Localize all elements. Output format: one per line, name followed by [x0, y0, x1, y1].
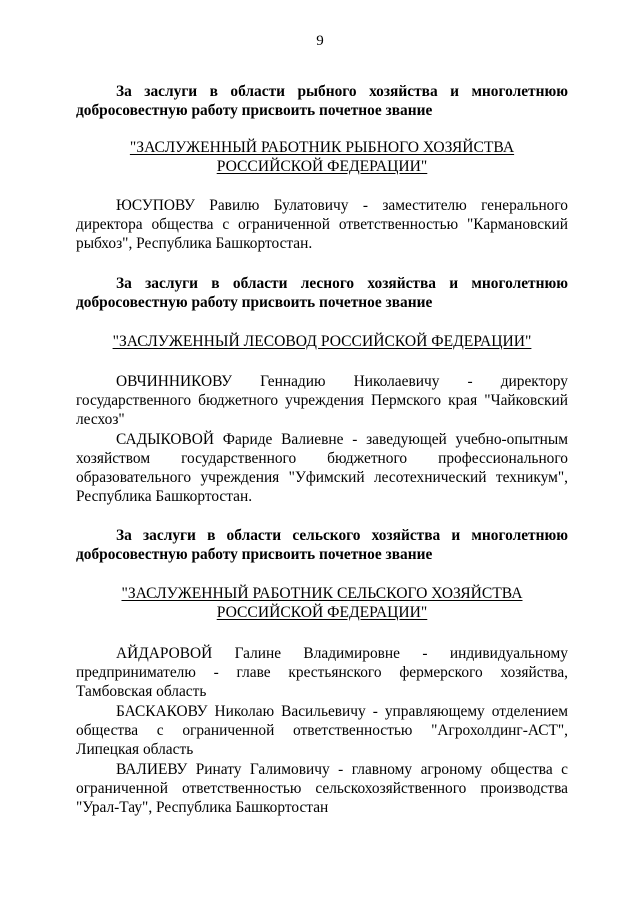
decree-forestry: За заслуги в области лесного хозяйства и многолетнюю добросовестную работу присвоить почетное звание [76, 275, 568, 311]
title-line: "ЗАСЛУЖЕННЫЙ ЛЕСОВОД РОССИЙСКОЙ ФЕДЕРАЦИИ" [112, 333, 532, 350]
decree-fishery: За заслуги в области рыбного хозяйства и многолетнюю добросовестную работу присвоить почетное звание [76, 83, 568, 119]
page-number: 9 [316, 33, 324, 49]
title-fishery [76, 138, 568, 176]
entry-sadykova: САДЫКОВОЙ Фариде Валиевне - заведующей учебно-опытным хозяйством государственного бюджетного профессионального образовательного учреждения "Уфимский лесотехнический техникум", Республика Башкортостан. [76, 431, 568, 505]
title-line: РОССИЙСКОЙ ФЕДЕРАЦИИ" [216, 158, 428, 175]
entry-yusupov: ЮСУПОВУ Равилю Булатовичу - заместителю генерального директора общества с ограниченной ответственностью "Кармановский рыбхоз", Республика Башкортостан. [76, 197, 568, 252]
title-line: "ЗАСЛУЖЕННЫЙ РАБОТНИК СЕЛЬСКОГО ХОЗЯЙСТВА [121, 585, 523, 602]
entry-aidarova: АЙДАРОВОЙ Галине Владимировне - индивидуальному предпринимателю - главе крестьянского фермерского хозяйства, Тамбовская область [76, 645, 568, 700]
title-forestry [76, 332, 568, 351]
entry-valiev: ВАЛИЕВУ Ринату Галимовичу - главному агроному общества с ограниченной ответственностью сельскохозяйственного производства "Урал-Тау", Республика Башкортостан [76, 761, 568, 816]
title-agriculture [76, 584, 568, 622]
decree-agriculture: За заслуги в области сельского хозяйства и многолетнюю добросовестную работу присвоить почетное звание [76, 527, 568, 563]
entry-baskakov: БАСКАКОВУ Николаю Васильевичу - управляющему отделением общества с ограниченной ответственностью "Агрохолдинг-АСТ", Липецкая область [76, 703, 568, 758]
title-line: "ЗАСЛУЖЕННЫЙ РАБОТНИК РЫБНОГО ХОЗЯЙСТВА [129, 139, 515, 156]
title-line: РОССИЙСКОЙ ФЕДЕРАЦИИ" [216, 604, 428, 621]
entry-ovchinnikov: ОВЧИННИКОВУ Геннадию Николаевичу - директору государственного бюджетного учреждения Пермского края "Чайковский лесхоз" [76, 373, 568, 428]
